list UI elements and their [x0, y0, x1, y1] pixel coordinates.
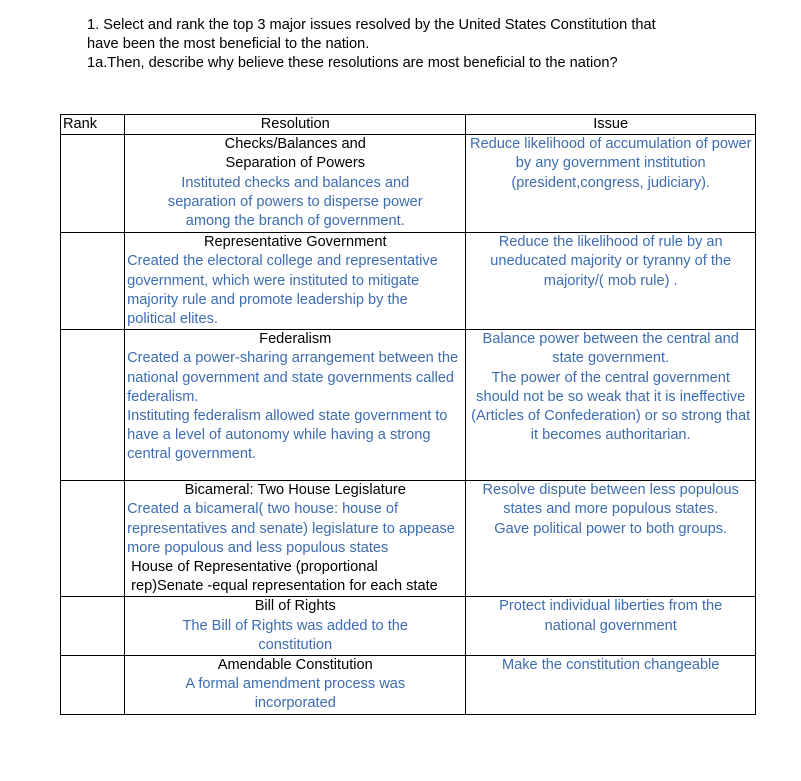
resolution-title: Bill of Rights: [254, 598, 336, 615]
resolution-title: Representative Government: [204, 234, 387, 251]
header-rank: Rank: [61, 115, 125, 135]
resolution-cell: [125, 481, 466, 597]
question-line-2: have been the most beneficial to the nation.: [87, 36, 370, 52]
rank-cell[interactable]: [61, 481, 125, 597]
issue-text: Balance power between the central and state government.: [482, 331, 739, 367]
table-row: [61, 135, 756, 233]
table-row: [61, 597, 756, 656]
resolution-cell: [125, 233, 466, 330]
issue-cell: [466, 656, 756, 715]
table-row: [61, 233, 756, 330]
resolution-detail: The Bill of Rights was added to the constitution: [182, 617, 409, 653]
resolution-title: Federalism: [259, 331, 332, 348]
issue-cell: [466, 597, 756, 656]
rank-cell[interactable]: [61, 656, 125, 715]
resolution-detail-2: House of Representative (proportional rep)Senate -equal representation for each state: [131, 559, 438, 595]
question-line-3: 1a.Then, describe why believe these resolutions are most beneficial to the nation?: [87, 55, 618, 71]
issue-cell: [466, 330, 756, 481]
resolution-cell: [125, 656, 466, 715]
issue-cell: [466, 481, 756, 597]
resolution-cell: [125, 135, 466, 233]
question-prompt: [87, 16, 767, 73]
rank-cell[interactable]: [61, 233, 125, 330]
header-resolution: Resolution: [125, 115, 466, 135]
table-row: [61, 656, 756, 715]
table-row: [61, 330, 756, 481]
rank-cell[interactable]: [61, 597, 125, 656]
resolution-detail-2: Instituting federalism allowed state government to have a level of autonomy while having a strong central government.: [127, 408, 448, 463]
resolution-detail: Created the electoral college and representative government, which were instituted to mitigate majority rule and promote leadership by the political elites.: [127, 253, 438, 328]
header-issue: Issue: [466, 115, 756, 135]
issue-text: Make the constitution changeable: [501, 657, 720, 674]
issue-text: Reduce the likelihood of rule by an uneducated majority or tyranny of the majority/( mob rule) .: [490, 234, 732, 289]
resolution-title: Checks/Balances and Separation of Powers: [224, 136, 366, 172]
resolution-title: Amendable Constitution: [217, 657, 373, 674]
resolution-title: Bicameral: Two House Legislature: [184, 482, 406, 499]
issue-text: Resolve dispute between less populous states and more populous states.: [482, 482, 739, 518]
issue-text-2: Gave political power to both groups.: [494, 520, 728, 537]
question-line-1: 1. Select and rank the top 3 major issues resolved by the United States Constitution that: [87, 17, 656, 33]
resolution-cell: [125, 330, 466, 481]
issue-text-2: The power of the central government should not be so weak that it is ineffective (Articles of Confederation) or so strong that it becomes authoritarian.: [471, 369, 751, 444]
resolution-detail: Instituted checks and balances and separation of powers to disperse power among the branch of government.: [167, 174, 423, 230]
resolution-cell: [125, 597, 466, 656]
resolutions-table: [60, 114, 756, 715]
resolution-detail: Created a bicameral( two house: house of representatives and senate) legislature to appease more populous and less populous states: [127, 501, 455, 556]
resolution-detail: Created a power-sharing arrangement between the national government and state governments called federalism.: [127, 350, 459, 405]
issue-text: Reduce likelihood of accumulation of power by any government institution (president,congress, judiciary).: [469, 136, 752, 191]
table-row: [61, 481, 756, 597]
rank-cell[interactable]: [61, 135, 125, 233]
issue-cell: [466, 135, 756, 233]
resolution-detail: A formal amendment process was incorporated: [185, 676, 406, 712]
issue-cell: [466, 233, 756, 330]
table-header-row: [61, 115, 756, 135]
rank-cell[interactable]: [61, 330, 125, 481]
issue-text: Protect individual liberties from the national government: [499, 598, 723, 634]
